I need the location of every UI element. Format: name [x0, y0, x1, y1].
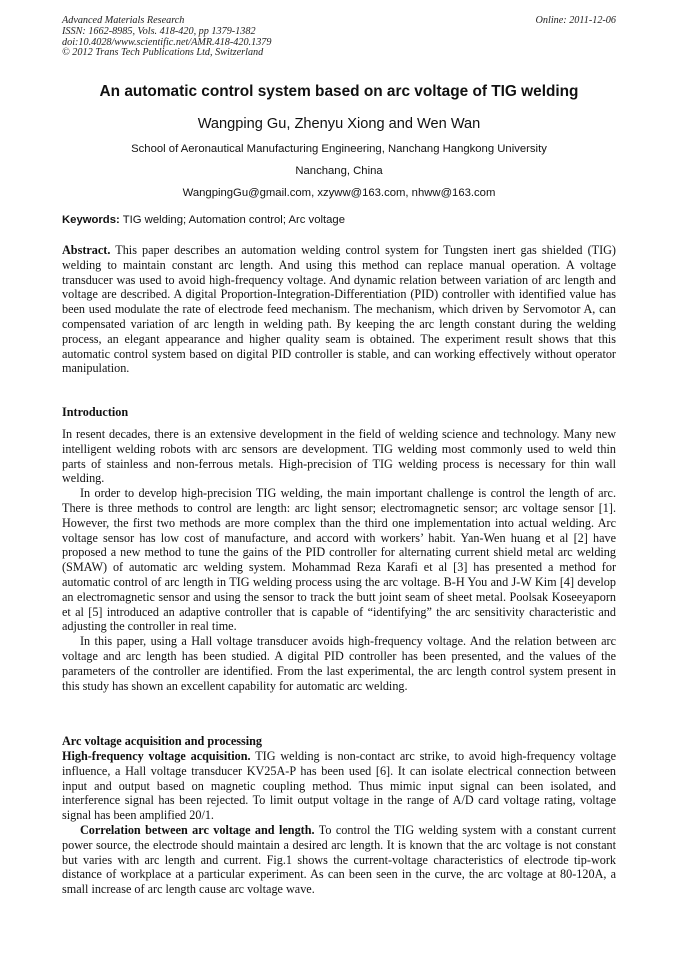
journal-name: Advanced Materials Research: [62, 15, 185, 26]
introduction-section: [62, 427, 616, 693]
keywords-label: Keywords:: [62, 214, 120, 226]
abstract-label: Abstract.: [62, 243, 111, 257]
arc-section: [62, 749, 616, 897]
abstract-section: [62, 243, 616, 376]
doi-line: doi:10.4028/www.scientific.net/AMR.418-420.1379: [62, 36, 272, 48]
online-date: Online: 2011-12-06: [535, 15, 616, 26]
correlation-text: To control the TIG welding system with a constant current power source, the electrode should maintain a desired arc length. It is known that the arc voltage is not constant but varies with arc length and current. Fig.1 shows the current-voltage characteristics of electrode tip-work distance of workplace at a particular experiment. As can been seen in the curve, the arc voltage at 80-120A, a small increase of arc length cause arc voltage wave.: [62, 822, 617, 897]
author-emails: WangpingGu@gmail.com, xzyww@163.com, nhww@163.com: [182, 187, 496, 199]
author-list: Wangping Gu, Zhenyu Xiong and Wen Wan: [197, 116, 481, 132]
introduction-heading: Introduction: [62, 405, 129, 419]
arc-paragraph-2: [62, 823, 616, 897]
copyright-line: © 2012 Trans Tech Publications Ltd, Switzerland: [62, 47, 264, 59]
keywords-text: TIG welding; Automation control; Arc voltage: [119, 214, 345, 226]
intro-paragraph-2: In order to develop high-precision TIG welding, the main important challenge is control the length of arc. There is three methods to control are length: arc light sensor; electromagnetic sensor; arc voltage sensor [1]. However, the first two methods are more complex than the third one implementation into actual welding. Arc voltage sensor has low cost of manufacture, and accord with workers’ habit. Yan-Wen huang et al [2] have proposed a new method to tune the gains of the PID controller for alternating current shield metal arc welding (SMAW) of automatic arc welding system. Mohammad Reza Karafi et al [3] has presented a method for automatic control of arc length in TIG welding process using the arc voltage. B-H You and J-W Kim [4] develop an electromagnetic sensor and using the sensor to track the butt joint seam of sheet metal. Poolsak Koseeyaporn et al [5] introduced an adaptive controller that is capable of “identifying” the arc sensitivity characteristic and adjusting the controller in real time.: [62, 486, 616, 634]
issn-line: ISSN: 1662-8985, Vols. 418-420, pp 1379-1382: [62, 25, 256, 37]
journal-header: [62, 16, 616, 59]
arc-paragraph-1: [62, 749, 616, 823]
intro-paragraph-1: In resent decades, there is an extensive development in the field of welding science and technology. Many new intelligent welding robots with arc sensors are development. TIG welding most commonly used to weld thin parts of stainless and non-ferrous metals. High-precision of TIG welding process is necessary for thin wall welding.: [62, 427, 616, 486]
arc-section-heading: Arc voltage acquisition and processing: [62, 734, 262, 748]
intro-paragraph-3: In this paper, using a Hall voltage transducer avoids high-frequency voltage. And the relation between arc voltage and arc length has been studied. A digital PID controller has been presented, and the values of the parameters of the controller are identified. From the last experimental, the arc length control system present in this study has shown an excellent capability for automatic arc welding.: [62, 634, 616, 693]
paper-title: An automatic control system based on arc voltage of TIG welding: [99, 83, 579, 100]
affiliation-institution: School of Aeronautical Manufacturing Engineering, Nanchang Hangkong University: [131, 143, 547, 155]
affiliation-block: [0, 138, 678, 204]
subheading-correlation: Correlation between arc voltage and length.: [80, 822, 315, 837]
abstract-text: This paper describes an automation welding control system for Tungsten inert gas shielded (TIG) welding to maintain constant arc length. And using this method can replace manual operation. A voltage transducer was used to avoid high-frequency voltage. And dynamic relation between variation of arc length and voltage are described. A digital Proportion-Integration-Differentiation (PID) controller with identified value has been used modulate the rate of electrode feed mechanism. The mechanism, which driven by Servomotor A, can compensated variation of arc length in welding path. By keeping the arc length constant during the welding process, an elegant appearance and higher quality seam is obtained. The experiment result shows that this automatic control system based on digital PID controller is stable, and can working effectively without operator manipulation.: [62, 243, 616, 376]
hf-acquisition-text: TIG welding is non-contact arc strike, to avoid high-frequency voltage influence, a Hall voltage transducer KV25A-P has been used [6]. It can isolate electrical connection between input and output based on magnetic coupling method. Thus mimic input signal can been isolated, and interference signal has been rejected. To limit output voltage in the range of A/D card voltage rating, voltage signal has been amplified 20/1.: [62, 749, 616, 823]
keywords-line: [62, 214, 345, 226]
subheading-hf-acquisition: High-frequency voltage acquisition.: [62, 749, 251, 763]
affiliation-location: Nanchang, China: [295, 165, 383, 177]
